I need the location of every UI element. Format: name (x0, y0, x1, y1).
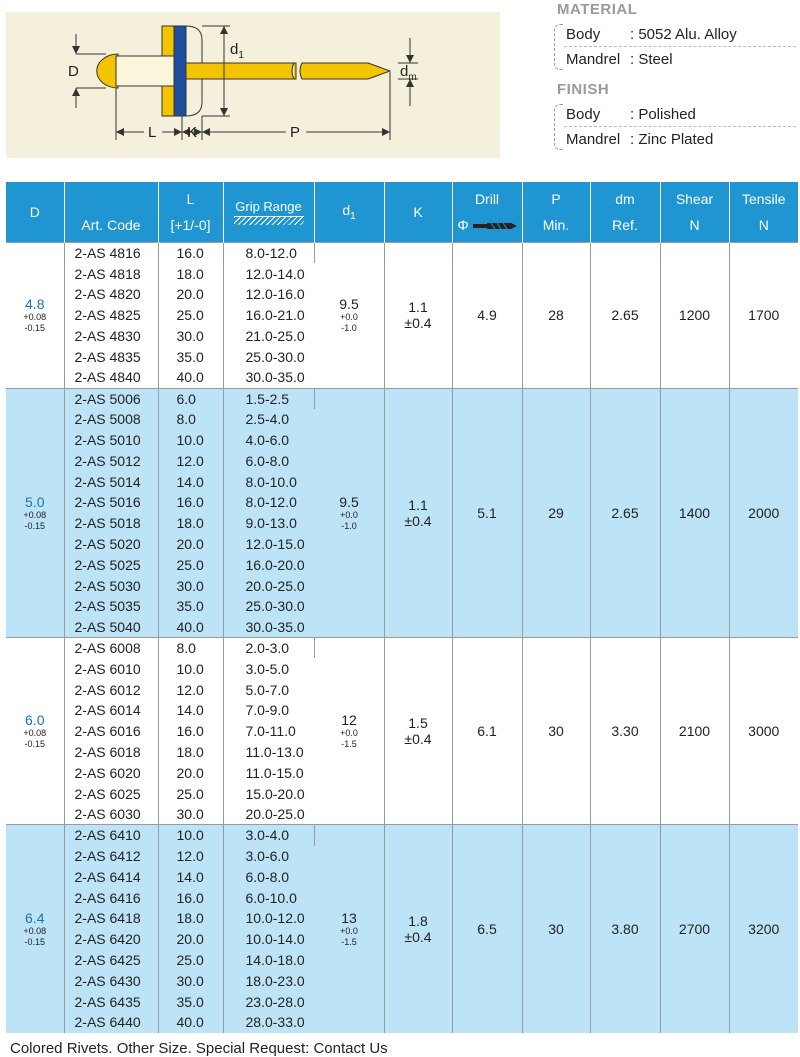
cell-K (384, 243, 452, 389)
finish-body-row (554, 102, 796, 128)
cell-length: 14.0 (158, 471, 223, 492)
size-group (6, 388, 798, 638)
cell-length: 25.0 (158, 305, 223, 326)
cell-grip-range: 4.0-6.0 (223, 430, 314, 451)
cell-P: 28 (522, 243, 590, 389)
cell-D (6, 638, 64, 825)
cell-length: 18.0 (158, 513, 223, 534)
cell-d1 (314, 638, 384, 825)
cell-art-code: 2-AS 6425 (64, 950, 158, 971)
cell-grip-range: 8.0-10.0 (223, 471, 314, 492)
cell-length: 40.0 (158, 617, 223, 638)
col-header-dm: dm Ref. (590, 182, 660, 243)
cell-grip-range: 2.0-3.0 (223, 638, 314, 659)
finish-box (554, 102, 796, 150)
cell-length: 14.0 (158, 700, 223, 721)
diameter-tol-plus: +0.08 (23, 509, 47, 520)
cell-K (384, 638, 452, 825)
cell-K (384, 388, 452, 638)
cell-length: 18.0 (158, 742, 223, 763)
cell-art-code: 2-AS 4840 (64, 367, 158, 388)
cell-length: 8.0 (158, 638, 223, 659)
label-dm: $d_m$ (400, 63, 417, 83)
d1-tol-plus: +0.0 (340, 312, 358, 323)
cell-grip-range: 3.0-6.0 (223, 846, 314, 867)
cell-D (6, 243, 64, 389)
label-K: K (187, 124, 198, 141)
cell-shear: 2700 (660, 825, 729, 1033)
cell-tensile: 1700 (748, 307, 780, 324)
cell-art-code: 2-AS 5008 (64, 409, 158, 430)
cell-grip-range: 3.0-5.0 (245, 660, 290, 677)
cell-art-code: 2-AS 6025 (64, 783, 158, 804)
cell-length: 10.0 (158, 825, 223, 846)
cell-art-code: 2-AS 6440 (64, 1012, 158, 1033)
cell-grip-range: 5.0-7.0 (245, 681, 290, 698)
cell-grip-range: 18.0-23.0 (223, 970, 314, 991)
cell-art-code: 2-AS 5035 (64, 596, 158, 617)
size-group (6, 243, 798, 389)
d1-value: 12 (341, 712, 357, 729)
cell-length: 20.0 (158, 284, 223, 305)
cell-d1 (314, 388, 384, 638)
cell-art-code: 2-AS 6030 (64, 804, 158, 825)
col-header-art-code: Art. Code (64, 182, 158, 243)
cell-art-code: 2-AS 6018 (64, 742, 158, 763)
cell-grip-range: 7.0-9.0 (245, 702, 290, 719)
col-header-D: D (6, 182, 64, 243)
cell-grip-range: 6.0-8.0 (223, 866, 314, 887)
diameter-value: 5.0 (25, 493, 45, 510)
material-mandrel-row (554, 47, 796, 73)
k-value: 1.1 (408, 299, 428, 316)
finish-mandrel-row (554, 127, 796, 153)
cell-art-code: 2-AS 4818 (64, 263, 158, 284)
footer-note: Colored Rivets. Other Size. Special Request: Contact Us (10, 1040, 388, 1057)
diameter-tol-plus: +0.08 (23, 926, 47, 937)
cell-tensile: 2000 (729, 388, 798, 638)
label-P: P (290, 124, 301, 141)
cell-length: 12.0 (158, 450, 223, 471)
cell-art-code: 2-AS 6414 (64, 866, 158, 887)
cell-length: 16.0 (158, 492, 223, 513)
cell-length: 20.0 (158, 929, 223, 950)
cell-art-code: 2-AS 5018 (64, 513, 158, 534)
cell-art-code: 2-AS 5016 (64, 492, 158, 513)
cell-art-code: 2-AS 6420 (64, 929, 158, 950)
material-box (554, 22, 796, 70)
d1-tol-plus: +0.0 (340, 926, 358, 937)
size-group (6, 825, 798, 1033)
col-header-drill: Drill Φ (452, 182, 522, 243)
cell-grip-range: 1.5-2.5 (223, 388, 314, 409)
cell-art-code: 2-AS 4825 (64, 305, 158, 326)
cell-tensile: 3000 (748, 723, 780, 740)
d1-value: 9.5 (339, 296, 359, 313)
cell-drill: 6.5 (452, 825, 522, 1033)
cell-art-code: 2-AS 6020 (64, 762, 158, 783)
d1-tol-minus: -1.0 (341, 520, 357, 531)
cell-grip-range: 6.0-10.0 (223, 887, 314, 908)
cell-grip-range: 14.0-18.0 (223, 950, 314, 971)
drill-bit-icon (473, 221, 517, 231)
cell-art-code: 2-AS 5012 (64, 450, 158, 471)
cell-grip-range: 2.5-4.0 (223, 409, 314, 430)
rivet-spec-table (6, 182, 798, 1033)
cell-art-code: 2-AS 6416 (64, 887, 158, 908)
cell-length: 16.0 (158, 887, 223, 908)
col-header-d1: $d_1$ (314, 182, 384, 243)
cell-length: 40.0 (158, 1012, 223, 1033)
cell-grip-range: 25.0-30.0 (223, 596, 314, 617)
k-value: 1.8 (408, 913, 428, 930)
cell-art-code: 2-AS 4816 (64, 243, 158, 264)
cell-grip-range: 25.0-30.0 (245, 348, 305, 365)
cell-length: 16.0 (158, 243, 223, 264)
table-row (6, 638, 798, 659)
k-value: 1.1 (408, 496, 428, 513)
diameter-tol-minus: -0.15 (24, 323, 45, 334)
material-mandrel-value: : Steel (630, 51, 673, 68)
cell-grip-range: 11.0-13.0 (245, 744, 304, 761)
cell-d1 (314, 243, 384, 389)
cell-length: 10.0 (158, 430, 223, 451)
cell-art-code: 2-AS 6012 (64, 679, 158, 700)
d1-tol-plus: +0.0 (340, 728, 358, 739)
cell-length: 35.0 (158, 991, 223, 1012)
cell-length: 30.0 (158, 326, 223, 347)
cell-grip-range: 30.0-35.0 (245, 369, 305, 386)
cell-art-code: 2-AS 6008 (64, 638, 158, 659)
col-header-P: P Min. (522, 182, 590, 243)
cell-grip-range: 7.0-11.0 (245, 723, 296, 740)
finish-mandrel-value: : Zinc Plated (630, 131, 714, 148)
material-heading: MATERIAL (557, 1, 638, 18)
cell-grip-range: 10.0-12.0 (223, 908, 314, 929)
cell-art-code: 2-AS 5014 (64, 471, 158, 492)
col-header-shear: Shear N (660, 182, 729, 243)
cell-length: 8.0 (158, 409, 223, 430)
cell-grip-range: 12.0-15.0 (223, 534, 314, 555)
d1-tol-minus: -1.5 (341, 739, 357, 750)
k-tol: ±0.4 (404, 315, 432, 332)
table-row (6, 388, 798, 409)
cell-length: 20.0 (158, 762, 223, 783)
cell-grip-range: 6.0-8.0 (223, 450, 314, 471)
cell-art-code: 2-AS 6430 (64, 970, 158, 991)
diameter-value: 6.0 (25, 712, 45, 729)
cell-grip-range: 28.0-33.0 (223, 1012, 314, 1033)
cell-D (6, 825, 64, 1033)
rivet-drawing (6, 12, 500, 158)
cell-D (6, 388, 64, 638)
cell-grip-range: 11.0-15.0 (245, 764, 304, 781)
k-tol: ±0.4 (404, 731, 432, 748)
cell-grip-range: 30.0-35.0 (223, 617, 314, 638)
cell-grip-range: 15.0-20.0 (245, 785, 305, 802)
cell-length: 30.0 (158, 575, 223, 596)
cell-art-code: 2-AS 6410 (64, 825, 158, 846)
cell-drill: 5.1 (452, 388, 522, 638)
cell-art-code: 2-AS 6014 (64, 700, 158, 721)
cell-P: 30 (522, 638, 590, 825)
table-row (6, 243, 798, 264)
cell-P: 29 (522, 388, 590, 638)
cell-grip-range: 16.0-20.0 (223, 554, 314, 575)
cell-drill: 4.9 (452, 243, 522, 389)
cell-art-code: 2-AS 5020 (64, 534, 158, 555)
table-row (6, 825, 798, 846)
cell-grip-range: 16.0-21.0 (245, 307, 305, 324)
cell-shear: 1200 (660, 243, 729, 389)
cell-art-code: 2-AS 4830 (64, 326, 158, 347)
cell-length: 40.0 (158, 367, 223, 388)
cell-length: 35.0 (158, 596, 223, 617)
cell-d1 (314, 825, 384, 1033)
material-mandrel-key: Mandrel (566, 51, 621, 68)
k-tol: ±0.4 (404, 512, 432, 529)
cell-shear: 2100 (660, 638, 729, 825)
cell-art-code: 2-AS 6016 (64, 721, 158, 742)
cell-art-code: 2-AS 5025 (64, 554, 158, 575)
finish-heading: FINISH (557, 81, 610, 98)
cell-grip-range: 10.0-14.0 (223, 929, 314, 950)
cell-art-code: 2-AS 6412 (64, 846, 158, 867)
cell-length: 30.0 (158, 804, 223, 825)
cell-length: 14.0 (158, 866, 223, 887)
finish-mandrel-key: Mandrel (566, 131, 621, 148)
material-body-value: : 5052 Alu. Alloy (630, 26, 737, 43)
cell-length: 25.0 (158, 783, 223, 804)
cell-dm: 2.65 (590, 243, 660, 389)
cell-art-code: 2-AS 5006 (64, 388, 158, 409)
cell-length: 35.0 (158, 346, 223, 367)
diameter-tol-plus: +0.08 (23, 728, 47, 739)
cell-art-code: 2-AS 5010 (64, 430, 158, 451)
cell-art-code: 2-AS 6010 (64, 658, 158, 679)
cell-length: 18.0 (158, 908, 223, 929)
label-L: L (148, 124, 157, 141)
size-group (6, 638, 798, 825)
diameter-value: 6.4 (25, 910, 45, 927)
cell-K (384, 825, 452, 1033)
label-d1: $d_1$ (230, 41, 244, 61)
cell-length: 25.0 (158, 554, 223, 575)
cell-grip-range: 23.0-28.0 (223, 991, 314, 1012)
cell-grip-range: 3.0-4.0 (223, 825, 314, 846)
d1-tol-plus: +0.0 (340, 509, 358, 520)
k-tol: ±0.4 (404, 929, 432, 946)
cell-length: 30.0 (158, 970, 223, 991)
cell-grip-range: 20.0-25.0 (223, 575, 314, 596)
col-header-L: L [+1/-0] (158, 182, 223, 243)
finish-body-key: Body (566, 106, 601, 123)
cell-art-code: 2-AS 5040 (64, 617, 158, 638)
d1-tol-minus: -1.5 (341, 937, 357, 948)
diameter-tol-minus: -0.15 (24, 520, 45, 531)
d1-tol-minus: -1.0 (341, 323, 357, 334)
k-value: 1.5 (408, 715, 428, 732)
cell-grip-range: 12.0-14.0 (245, 265, 305, 282)
cell-art-code: 2-AS 4835 (64, 346, 158, 367)
diameter-tol-minus: -0.15 (24, 739, 45, 750)
d1-value: 13 (341, 910, 357, 927)
grip-hatch-icon (234, 216, 304, 225)
cell-length: 10.0 (158, 658, 223, 679)
cell-grip-range: 20.0-25.0 (245, 806, 305, 823)
cell-art-code: 2-AS 5030 (64, 575, 158, 596)
col-header-K: K (384, 182, 452, 243)
cell-length: 18.0 (158, 263, 223, 284)
diameter-tol-minus: -0.15 (24, 937, 45, 948)
cell-dm: 2.65 (590, 388, 660, 638)
cell-grip-range: 9.0-13.0 (223, 513, 314, 534)
material-body-row (554, 22, 796, 48)
finish-body-value: : Polished (630, 106, 696, 123)
cell-length: 20.0 (158, 534, 223, 555)
cell-length: 12.0 (158, 846, 223, 867)
cell-grip-range: 21.0-25.0 (245, 328, 305, 345)
cell-art-code: 2-AS 4820 (64, 284, 158, 305)
cell-P: 30 (522, 825, 590, 1033)
cell-grip-range: 8.0-12.0 (223, 492, 314, 513)
diameter-tol-plus: +0.08 (23, 312, 47, 323)
cell-length: 12.0 (158, 679, 223, 700)
cell-length: 16.0 (158, 721, 223, 742)
cell-grip-range: 8.0-12.0 (223, 243, 314, 264)
col-header-grip-range: Grip Range (223, 182, 314, 243)
rivet-diagram (6, 12, 500, 158)
cell-shear: 1400 (660, 388, 729, 638)
cell-art-code: 2-AS 6435 (64, 991, 158, 1012)
diameter-value: 4.8 (25, 296, 45, 313)
cell-length: 6.0 (158, 388, 223, 409)
cell-dm: 3.30 (590, 638, 660, 825)
cell-art-code: 2-AS 6418 (64, 908, 158, 929)
cell-grip-range: 12.0-16.0 (245, 286, 305, 303)
material-body-key: Body (566, 26, 601, 43)
cell-length: 25.0 (158, 950, 223, 971)
label-D: D (68, 63, 79, 80)
cell-drill: 6.1 (452, 638, 522, 825)
cell-dm: 3.80 (590, 825, 660, 1033)
d1-value: 9.5 (339, 493, 359, 510)
cell-tensile: 3200 (729, 825, 798, 1033)
col-header-tensile: Tensile N (729, 182, 798, 243)
